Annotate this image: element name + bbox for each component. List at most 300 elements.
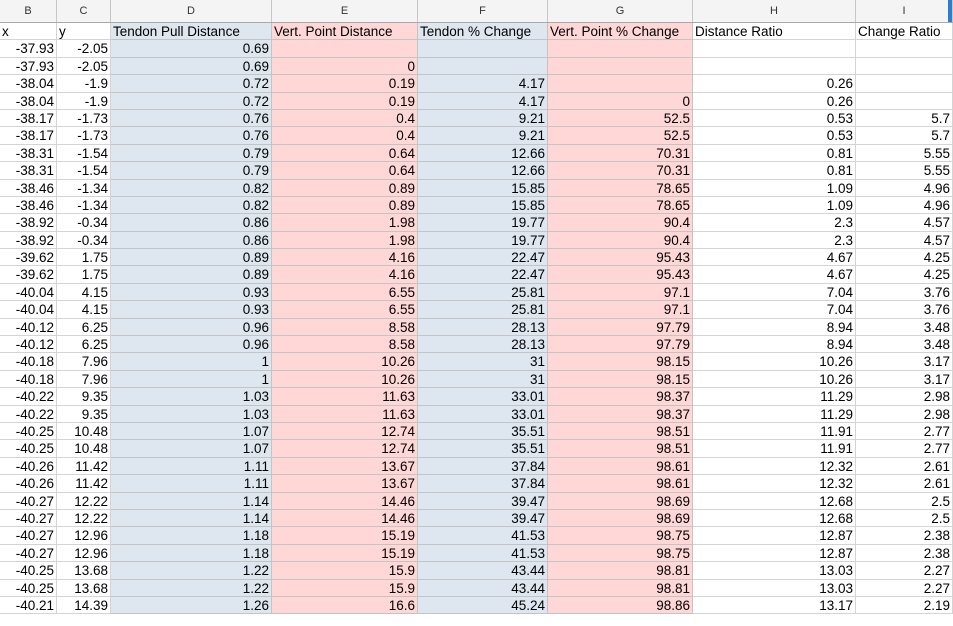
cell[interactable]: 19.77 xyxy=(418,214,548,231)
cell[interactable]: -1.9 xyxy=(57,93,111,110)
cell[interactable]: 16.6 xyxy=(272,597,418,614)
table-row xyxy=(0,93,953,110)
cell[interactable]: 8.58 xyxy=(272,336,418,353)
cell[interactable]: 3.17 xyxy=(856,371,953,388)
cell[interactable]: 28.13 xyxy=(418,319,548,336)
cell[interactable]: 15.19 xyxy=(272,545,418,562)
cell[interactable]: 4.57 xyxy=(856,214,953,231)
cell[interactable]: 0.4 xyxy=(272,127,418,144)
column-header-g[interactable]: G xyxy=(548,0,693,22)
cell[interactable]: 3.76 xyxy=(856,301,953,318)
cell[interactable]: -38.17 xyxy=(0,110,57,127)
cell[interactable]: 5.7 xyxy=(856,110,953,127)
cell[interactable]: 4.17 xyxy=(418,75,548,92)
cell[interactable]: 1.75 xyxy=(57,266,111,283)
cell[interactable]: -1.54 xyxy=(57,162,111,179)
cell[interactable]: 6.55 xyxy=(272,284,418,301)
table-row xyxy=(0,197,953,214)
cell[interactable]: 2.38 xyxy=(856,527,953,544)
cell[interactable]: 3.48 xyxy=(856,336,953,353)
header-cell[interactable]: Tendon % Change xyxy=(418,23,548,40)
cell[interactable]: 0.89 xyxy=(111,266,272,283)
cell[interactable]: 0.86 xyxy=(111,232,272,249)
cell[interactable]: 39.47 xyxy=(418,510,548,527)
cell[interactable]: -39.62 xyxy=(0,266,57,283)
cell[interactable]: 4.15 xyxy=(57,284,111,301)
cell[interactable]: 11.29 xyxy=(693,406,856,423)
cell[interactable]: 15.19 xyxy=(272,527,418,544)
cell[interactable] xyxy=(272,40,418,57)
cell[interactable]: 0.96 xyxy=(111,336,272,353)
cell[interactable]: -2.05 xyxy=(57,58,111,75)
cell[interactable]: -1.34 xyxy=(57,197,111,214)
cell[interactable]: 0.72 xyxy=(111,75,272,92)
table-row xyxy=(0,336,953,353)
cell[interactable] xyxy=(418,58,548,75)
cell[interactable]: 1.11 xyxy=(111,458,272,475)
cell[interactable]: 0.96 xyxy=(111,319,272,336)
cell[interactable]: 25.81 xyxy=(418,301,548,318)
cell[interactable]: 25.81 xyxy=(418,284,548,301)
column-header-d[interactable]: D xyxy=(111,0,272,22)
cell[interactable]: -37.93 xyxy=(0,58,57,75)
cell[interactable]: 7.04 xyxy=(693,301,856,318)
cell[interactable]: 3.17 xyxy=(856,353,953,370)
cell[interactable] xyxy=(693,58,856,75)
cell[interactable]: 4.16 xyxy=(272,249,418,266)
cell[interactable]: 98.61 xyxy=(548,458,693,475)
cell[interactable]: -40.27 xyxy=(0,545,57,562)
cell[interactable]: 14.39 xyxy=(57,597,111,614)
cell[interactable]: 28.13 xyxy=(418,336,548,353)
cell[interactable]: 11.42 xyxy=(57,475,111,492)
cell[interactable]: 2.77 xyxy=(856,440,953,457)
cell[interactable]: 78.65 xyxy=(548,197,693,214)
cell[interactable]: 1 xyxy=(111,371,272,388)
cell[interactable]: -2.05 xyxy=(57,40,111,57)
cell[interactable]: 0.89 xyxy=(272,197,418,214)
cell[interactable]: 98.75 xyxy=(548,527,693,544)
table-row xyxy=(0,388,953,405)
column-header-f[interactable]: F xyxy=(418,0,548,22)
cell[interactable]: 0.53 xyxy=(693,127,856,144)
cell[interactable]: 0.26 xyxy=(693,93,856,110)
cell[interactable]: 12.87 xyxy=(693,545,856,562)
cell[interactable]: 70.31 xyxy=(548,145,693,162)
cell[interactable]: 2.5 xyxy=(856,510,953,527)
cell[interactable]: 4.96 xyxy=(856,180,953,197)
table-row xyxy=(0,162,953,179)
cell[interactable]: 0.76 xyxy=(111,110,272,127)
cell[interactable]: 98.37 xyxy=(548,406,693,423)
cell[interactable] xyxy=(548,58,693,75)
cell-grid xyxy=(0,23,953,614)
cell[interactable]: -40.26 xyxy=(0,458,57,475)
cell[interactable]: 12.87 xyxy=(693,527,856,544)
table-row xyxy=(0,319,953,336)
cell[interactable]: 98.75 xyxy=(548,545,693,562)
cell[interactable]: 0.69 xyxy=(111,58,272,75)
cell[interactable]: -40.25 xyxy=(0,423,57,440)
cell[interactable]: -38.92 xyxy=(0,214,57,231)
cell[interactable]: 13.68 xyxy=(57,580,111,597)
cell[interactable]: -40.22 xyxy=(0,388,57,405)
column-header-i[interactable]: I xyxy=(856,0,953,22)
cell[interactable]: 39.47 xyxy=(418,493,548,510)
cell[interactable]: 2.61 xyxy=(856,475,953,492)
cell[interactable]: 41.53 xyxy=(418,545,548,562)
cell[interactable]: -38.31 xyxy=(0,162,57,179)
cell[interactable]: 14.46 xyxy=(272,493,418,510)
cell[interactable]: 52.5 xyxy=(548,127,693,144)
cell[interactable]: -40.26 xyxy=(0,475,57,492)
cell[interactable]: 11.63 xyxy=(272,406,418,423)
cell[interactable]: 98.81 xyxy=(548,580,693,597)
cell[interactable]: 0.89 xyxy=(111,249,272,266)
cell[interactable]: 98.37 xyxy=(548,388,693,405)
header-row xyxy=(0,23,953,40)
cell[interactable]: 10.48 xyxy=(57,423,111,440)
cell[interactable]: 1.22 xyxy=(111,562,272,579)
cell[interactable]: -38.04 xyxy=(0,93,57,110)
cell[interactable]: -38.04 xyxy=(0,75,57,92)
cell[interactable]: -40.12 xyxy=(0,336,57,353)
column-header-c[interactable]: C xyxy=(57,0,111,22)
cell[interactable]: 98.69 xyxy=(548,493,693,510)
cell[interactable]: 0.89 xyxy=(272,180,418,197)
cell[interactable]: -40.21 xyxy=(0,597,57,614)
header-cell[interactable]: Distance Ratio xyxy=(693,23,856,40)
cell[interactable]: 1.22 xyxy=(111,580,272,597)
cell[interactable]: -38.46 xyxy=(0,197,57,214)
cell[interactable]: -40.27 xyxy=(0,510,57,527)
cell[interactable]: 2.3 xyxy=(693,232,856,249)
cell[interactable]: 10.26 xyxy=(693,353,856,370)
cell[interactable]: 2.77 xyxy=(856,423,953,440)
cell[interactable]: 7.04 xyxy=(693,284,856,301)
cell[interactable]: 5.55 xyxy=(856,162,953,179)
cell[interactable]: 0.86 xyxy=(111,214,272,231)
cell[interactable]: 98.81 xyxy=(548,562,693,579)
cell[interactable] xyxy=(693,40,856,57)
header-cell[interactable]: Tendon Pull Distance xyxy=(111,23,272,40)
table-row xyxy=(0,214,953,231)
cell[interactable]: 1.07 xyxy=(111,423,272,440)
cell[interactable]: 9.35 xyxy=(57,406,111,423)
cell[interactable]: 0.26 xyxy=(693,75,856,92)
cell[interactable]: 12.32 xyxy=(693,458,856,475)
cell[interactable]: 22.47 xyxy=(418,249,548,266)
cell[interactable]: 1.09 xyxy=(693,197,856,214)
cell[interactable]: 1.07 xyxy=(111,440,272,457)
cell[interactable]: -1.9 xyxy=(57,75,111,92)
cell[interactable] xyxy=(548,40,693,57)
cell[interactable]: 10.48 xyxy=(57,440,111,457)
cell[interactable]: 4.15 xyxy=(57,301,111,318)
cell[interactable]: 0.79 xyxy=(111,145,272,162)
cell[interactable]: 35.51 xyxy=(418,423,548,440)
cell[interactable]: 1.14 xyxy=(111,493,272,510)
cell[interactable]: -38.92 xyxy=(0,232,57,249)
cell[interactable]: 0 xyxy=(548,93,693,110)
cell[interactable]: -1.54 xyxy=(57,145,111,162)
column-header-h[interactable]: H xyxy=(693,0,856,22)
cell[interactable]: 12.66 xyxy=(418,145,548,162)
cell[interactable]: -1.73 xyxy=(57,110,111,127)
cell[interactable]: 31 xyxy=(418,371,548,388)
cell[interactable]: 1.75 xyxy=(57,249,111,266)
cell[interactable]: 37.84 xyxy=(418,458,548,475)
cell[interactable]: 1.14 xyxy=(111,510,272,527)
cell[interactable]: 43.44 xyxy=(418,580,548,597)
cell[interactable]: 95.43 xyxy=(548,266,693,283)
cell[interactable]: 4.25 xyxy=(856,249,953,266)
column-header-e[interactable]: E xyxy=(272,0,418,22)
cell[interactable]: 0.76 xyxy=(111,127,272,144)
cell[interactable]: 1.09 xyxy=(693,180,856,197)
table-row xyxy=(0,406,953,423)
cell[interactable]: -38.46 xyxy=(0,180,57,197)
cell[interactable]: 0.81 xyxy=(693,162,856,179)
cell[interactable]: 35.51 xyxy=(418,440,548,457)
cell[interactable]: 0 xyxy=(272,58,418,75)
cell[interactable]: 1.18 xyxy=(111,527,272,544)
cell[interactable]: 7.96 xyxy=(57,353,111,370)
cell[interactable]: 12.22 xyxy=(57,493,111,510)
cell[interactable]: 11.91 xyxy=(693,440,856,457)
cell[interactable] xyxy=(856,40,953,57)
cell[interactable]: -0.34 xyxy=(57,214,111,231)
cell[interactable]: 0.19 xyxy=(272,93,418,110)
cell[interactable]: 70.31 xyxy=(548,162,693,179)
cell[interactable]: 4.17 xyxy=(418,93,548,110)
cell[interactable]: 8.94 xyxy=(693,336,856,353)
cell[interactable]: -0.34 xyxy=(57,232,111,249)
cell[interactable]: 8.58 xyxy=(272,319,418,336)
cell[interactable] xyxy=(856,93,953,110)
cell[interactable]: 12.68 xyxy=(693,493,856,510)
cell[interactable]: 12.74 xyxy=(272,423,418,440)
table-row xyxy=(0,40,953,57)
cell[interactable]: 4.57 xyxy=(856,232,953,249)
cell[interactable]: 12.22 xyxy=(57,510,111,527)
cell[interactable]: -40.27 xyxy=(0,493,57,510)
cell[interactable]: 0.72 xyxy=(111,93,272,110)
header-cell[interactable]: Vert. Point Distance xyxy=(272,23,418,40)
cell[interactable]: 6.25 xyxy=(57,319,111,336)
cell[interactable]: 5.55 xyxy=(856,145,953,162)
cell[interactable]: 15.85 xyxy=(418,197,548,214)
cell[interactable]: 41.53 xyxy=(418,527,548,544)
cell[interactable]: 2.27 xyxy=(856,580,953,597)
cell[interactable]: 97.79 xyxy=(548,336,693,353)
cell[interactable]: 15.9 xyxy=(272,562,418,579)
cell[interactable]: -40.18 xyxy=(0,371,57,388)
cell[interactable]: 12.74 xyxy=(272,440,418,457)
cell[interactable]: 98.15 xyxy=(548,353,693,370)
cell[interactable]: 15.9 xyxy=(272,580,418,597)
cell[interactable]: 13.68 xyxy=(57,562,111,579)
cell[interactable]: -40.25 xyxy=(0,440,57,457)
cell[interactable]: 98.86 xyxy=(548,597,693,614)
cell[interactable] xyxy=(856,58,953,75)
table-row xyxy=(0,371,953,388)
cell[interactable]: 13.67 xyxy=(272,475,418,492)
cell[interactable] xyxy=(418,40,548,57)
header-cell[interactable]: y xyxy=(57,23,111,40)
cell[interactable]: 45.24 xyxy=(418,597,548,614)
cell[interactable]: 12.96 xyxy=(57,545,111,562)
cell[interactable]: -40.27 xyxy=(0,527,57,544)
column-header-b[interactable]: B xyxy=(0,0,57,22)
cell[interactable]: 3.76 xyxy=(856,284,953,301)
cell[interactable]: 11.42 xyxy=(57,458,111,475)
cell[interactable]: 98.51 xyxy=(548,423,693,440)
cell[interactable]: 8.94 xyxy=(693,319,856,336)
cell[interactable]: -1.34 xyxy=(57,180,111,197)
cell[interactable] xyxy=(548,75,693,92)
cell[interactable]: -40.25 xyxy=(0,562,57,579)
cell[interactable]: 13.03 xyxy=(693,580,856,597)
cell[interactable]: 97.79 xyxy=(548,319,693,336)
cell[interactable]: 0.81 xyxy=(693,145,856,162)
cell[interactable]: 1.11 xyxy=(111,475,272,492)
cell[interactable]: 97.1 xyxy=(548,301,693,318)
cell[interactable]: 11.63 xyxy=(272,388,418,405)
table-row xyxy=(0,562,953,579)
cell[interactable]: 98.61 xyxy=(548,475,693,492)
cell[interactable]: 37.84 xyxy=(418,475,548,492)
cell[interactable]: 0.82 xyxy=(111,197,272,214)
cell[interactable]: 0.4 xyxy=(272,110,418,127)
table-row xyxy=(0,249,953,266)
cell[interactable]: -40.18 xyxy=(0,353,57,370)
cell[interactable]: 6.55 xyxy=(272,301,418,318)
cell[interactable]: 0.69 xyxy=(111,40,272,57)
cell[interactable]: 1.18 xyxy=(111,545,272,562)
cell[interactable]: 1.03 xyxy=(111,406,272,423)
cell[interactable]: 2.61 xyxy=(856,458,953,475)
table-row xyxy=(0,266,953,283)
cell[interactable]: 90.4 xyxy=(548,214,693,231)
table-row xyxy=(0,353,953,370)
column-header-bar xyxy=(0,0,953,23)
cell[interactable]: 43.44 xyxy=(418,562,548,579)
cell[interactable]: 0.19 xyxy=(272,75,418,92)
cell[interactable]: 12.96 xyxy=(57,527,111,544)
cell[interactable]: 12.68 xyxy=(693,510,856,527)
cell[interactable]: -1.73 xyxy=(57,127,111,144)
cell[interactable]: 5.7 xyxy=(856,127,953,144)
cell[interactable]: 0.79 xyxy=(111,162,272,179)
cell[interactable]: 0.93 xyxy=(111,301,272,318)
cell[interactable]: 2.19 xyxy=(856,597,953,614)
cell[interactable]: 9.35 xyxy=(57,388,111,405)
cell[interactable]: 13.03 xyxy=(693,562,856,579)
cell[interactable]: 13.67 xyxy=(272,458,418,475)
header-cell[interactable]: Change Ratio xyxy=(856,23,953,40)
cell[interactable]: 6.25 xyxy=(57,336,111,353)
cell[interactable]: 4.96 xyxy=(856,197,953,214)
cell[interactable]: 1.98 xyxy=(272,214,418,231)
cell[interactable]: 4.25 xyxy=(856,266,953,283)
cell[interactable]: -39.62 xyxy=(0,249,57,266)
cell[interactable]: 98.51 xyxy=(548,440,693,457)
cell[interactable]: 7.96 xyxy=(57,371,111,388)
cell[interactable]: -40.22 xyxy=(0,406,57,423)
cell[interactable]: -40.25 xyxy=(0,580,57,597)
cell[interactable]: -40.04 xyxy=(0,284,57,301)
cell[interactable]: 2.38 xyxy=(856,545,953,562)
cell[interactable]: 0.93 xyxy=(111,284,272,301)
cell[interactable]: 2.5 xyxy=(856,493,953,510)
cell[interactable]: 0.53 xyxy=(693,110,856,127)
cell[interactable] xyxy=(856,75,953,92)
cell[interactable]: -40.12 xyxy=(0,319,57,336)
cell[interactable]: 14.46 xyxy=(272,510,418,527)
cell[interactable]: -38.17 xyxy=(0,127,57,144)
cell[interactable]: 1.98 xyxy=(272,232,418,249)
cell[interactable]: 90.4 xyxy=(548,232,693,249)
cell[interactable]: 78.65 xyxy=(548,180,693,197)
cell[interactable]: 13.17 xyxy=(693,597,856,614)
cell[interactable]: 31 xyxy=(418,353,548,370)
cell[interactable]: 2.3 xyxy=(693,214,856,231)
cell[interactable]: 19.77 xyxy=(418,232,548,249)
cell[interactable]: 33.01 xyxy=(418,406,548,423)
cell[interactable]: 11.29 xyxy=(693,388,856,405)
cell[interactable]: 10.26 xyxy=(693,371,856,388)
table-row xyxy=(0,580,953,597)
table-row xyxy=(0,301,953,318)
cell[interactable]: 22.47 xyxy=(418,266,548,283)
header-cell[interactable]: x xyxy=(0,23,57,40)
cell[interactable]: 0.64 xyxy=(272,145,418,162)
cell[interactable]: -40.04 xyxy=(0,301,57,318)
cell[interactable]: 98.15 xyxy=(548,371,693,388)
cell[interactable]: 0.82 xyxy=(111,180,272,197)
cell[interactable]: 12.66 xyxy=(418,162,548,179)
cell[interactable]: 10.26 xyxy=(272,353,418,370)
cell[interactable]: 10.26 xyxy=(272,371,418,388)
cell[interactable]: 11.91 xyxy=(693,423,856,440)
cell[interactable]: 15.85 xyxy=(418,180,548,197)
cell[interactable]: 2.98 xyxy=(856,406,953,423)
table-row xyxy=(0,58,953,75)
cell[interactable]: 95.43 xyxy=(548,249,693,266)
cell[interactable]: 2.98 xyxy=(856,388,953,405)
cell[interactable]: 97.1 xyxy=(548,284,693,301)
cell[interactable]: 3.48 xyxy=(856,319,953,336)
cell[interactable]: 0.64 xyxy=(272,162,418,179)
header-cell[interactable]: Vert. Point % Change xyxy=(548,23,693,40)
cell[interactable]: 1.03 xyxy=(111,388,272,405)
cell[interactable]: 98.69 xyxy=(548,510,693,527)
cell[interactable]: 9.21 xyxy=(418,127,548,144)
cell[interactable]: 4.67 xyxy=(693,266,856,283)
cell[interactable]: -37.93 xyxy=(0,40,57,57)
cell[interactable]: 12.32 xyxy=(693,475,856,492)
cell[interactable]: 33.01 xyxy=(418,388,548,405)
cell[interactable]: 4.67 xyxy=(693,249,856,266)
cell[interactable]: 2.27 xyxy=(856,562,953,579)
cell[interactable]: 52.5 xyxy=(548,110,693,127)
cell[interactable]: 4.16 xyxy=(272,266,418,283)
cell[interactable]: -38.31 xyxy=(0,145,57,162)
cell[interactable]: 9.21 xyxy=(418,110,548,127)
cell[interactable]: 1 xyxy=(111,353,272,370)
cell[interactable]: 1.26 xyxy=(111,597,272,614)
